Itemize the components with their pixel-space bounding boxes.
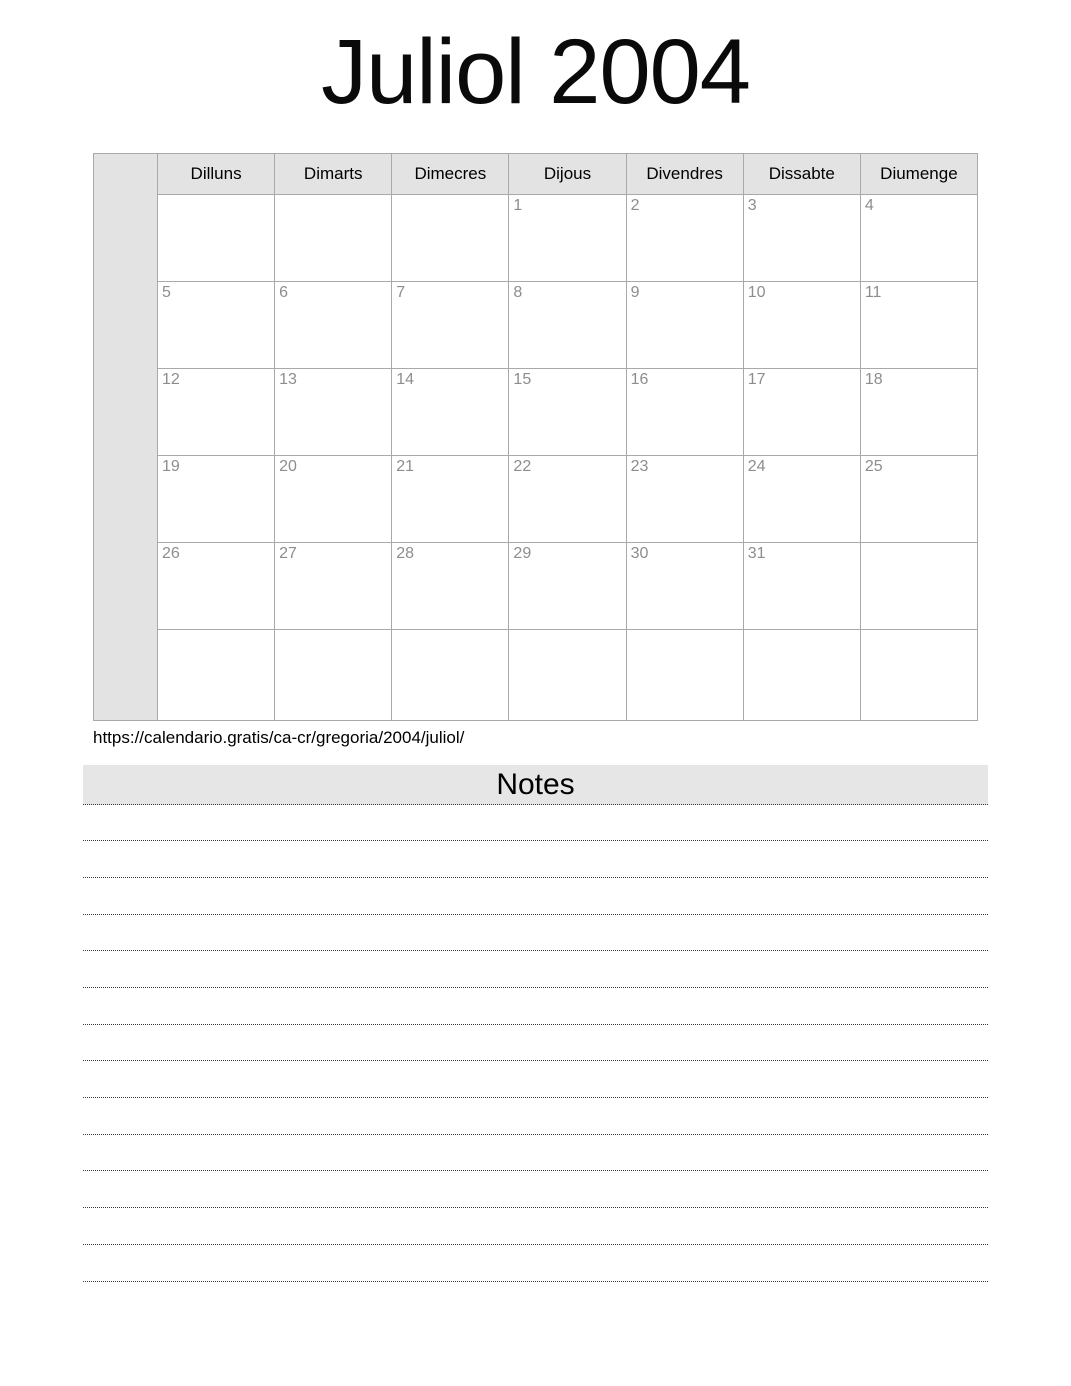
date-cell — [158, 194, 275, 281]
notes-line — [83, 1135, 988, 1172]
date-cell — [275, 194, 392, 281]
weekday-header-dimecres: Dimecres — [392, 153, 509, 194]
source-url: https://calendario.gratis/ca-cr/gregoria/2004/juliol/ — [93, 727, 465, 747]
date-cell — [392, 194, 509, 281]
calendar-week-row — [94, 194, 978, 281]
date-cell — [275, 629, 392, 720]
notes-line — [83, 805, 988, 842]
date-cell: 11 — [860, 281, 977, 368]
page-title: Juliol 2004 — [321, 21, 750, 123]
date-cell: 26 — [158, 542, 275, 629]
notes-line — [83, 1171, 988, 1208]
weekday-header-dimarts: Dimarts — [275, 153, 392, 194]
calendar-week-row — [94, 629, 978, 720]
date-cell — [509, 629, 626, 720]
notes-line — [83, 878, 988, 915]
date-cell — [626, 629, 743, 720]
date-cell: 25 — [860, 455, 977, 542]
date-cell: 7 — [392, 281, 509, 368]
date-cell — [743, 629, 860, 720]
date-cell: 29 — [509, 542, 626, 629]
notes-line — [83, 1245, 988, 1282]
notes-section — [83, 765, 988, 1282]
date-cell: 28 — [392, 542, 509, 629]
date-cell: 17 — [743, 368, 860, 455]
weekday-header-dilluns: Dilluns — [158, 153, 275, 194]
date-cell: 21 — [392, 455, 509, 542]
notes-line — [83, 1098, 988, 1135]
date-cell: 2 — [626, 194, 743, 281]
notes-title: Notes — [496, 767, 575, 801]
notes-line — [83, 1025, 988, 1062]
date-cell: 22 — [509, 455, 626, 542]
date-cell: 1 — [509, 194, 626, 281]
date-cell: 27 — [275, 542, 392, 629]
notes-line — [83, 841, 988, 878]
notes-lines — [83, 805, 988, 1282]
date-cell — [860, 629, 977, 720]
calendar-week-row — [94, 455, 978, 542]
date-cell: 14 — [392, 368, 509, 455]
date-cell: 31 — [743, 542, 860, 629]
date-cell: 24 — [743, 455, 860, 542]
weekday-header-divendres: Divendres — [626, 153, 743, 194]
date-cell: 13 — [275, 368, 392, 455]
date-cell: 20 — [275, 455, 392, 542]
date-cell — [392, 629, 509, 720]
date-cell: 23 — [626, 455, 743, 542]
notes-line — [83, 988, 988, 1025]
date-cell: 3 — [743, 194, 860, 281]
calendar-header-row — [94, 153, 978, 194]
notes-line — [83, 915, 988, 952]
date-cell — [860, 542, 977, 629]
weekday-header-diumenge: Diumenge — [860, 153, 977, 194]
date-cell: 6 — [275, 281, 392, 368]
notes-header — [83, 765, 988, 805]
date-cell: 30 — [626, 542, 743, 629]
calendar-table — [93, 153, 978, 721]
notes-line — [83, 951, 988, 988]
notes-line — [83, 1208, 988, 1245]
date-cell: 16 — [626, 368, 743, 455]
date-cell: 10 — [743, 281, 860, 368]
date-cell: 12 — [158, 368, 275, 455]
weekday-header-dijous: Dijous — [509, 153, 626, 194]
date-cell: 15 — [509, 368, 626, 455]
calendar-week-row — [94, 542, 978, 629]
date-cell: 9 — [626, 281, 743, 368]
date-cell: 5 — [158, 281, 275, 368]
calendar-sidebar — [94, 153, 158, 720]
date-cell: 19 — [158, 455, 275, 542]
date-cell — [158, 629, 275, 720]
weekday-header-dissabte: Dissabte — [743, 153, 860, 194]
notes-line — [83, 1061, 988, 1098]
date-cell: 18 — [860, 368, 977, 455]
calendar-week-row — [94, 368, 978, 455]
calendar-week-row — [94, 281, 978, 368]
date-cell: 8 — [509, 281, 626, 368]
date-cell: 4 — [860, 194, 977, 281]
